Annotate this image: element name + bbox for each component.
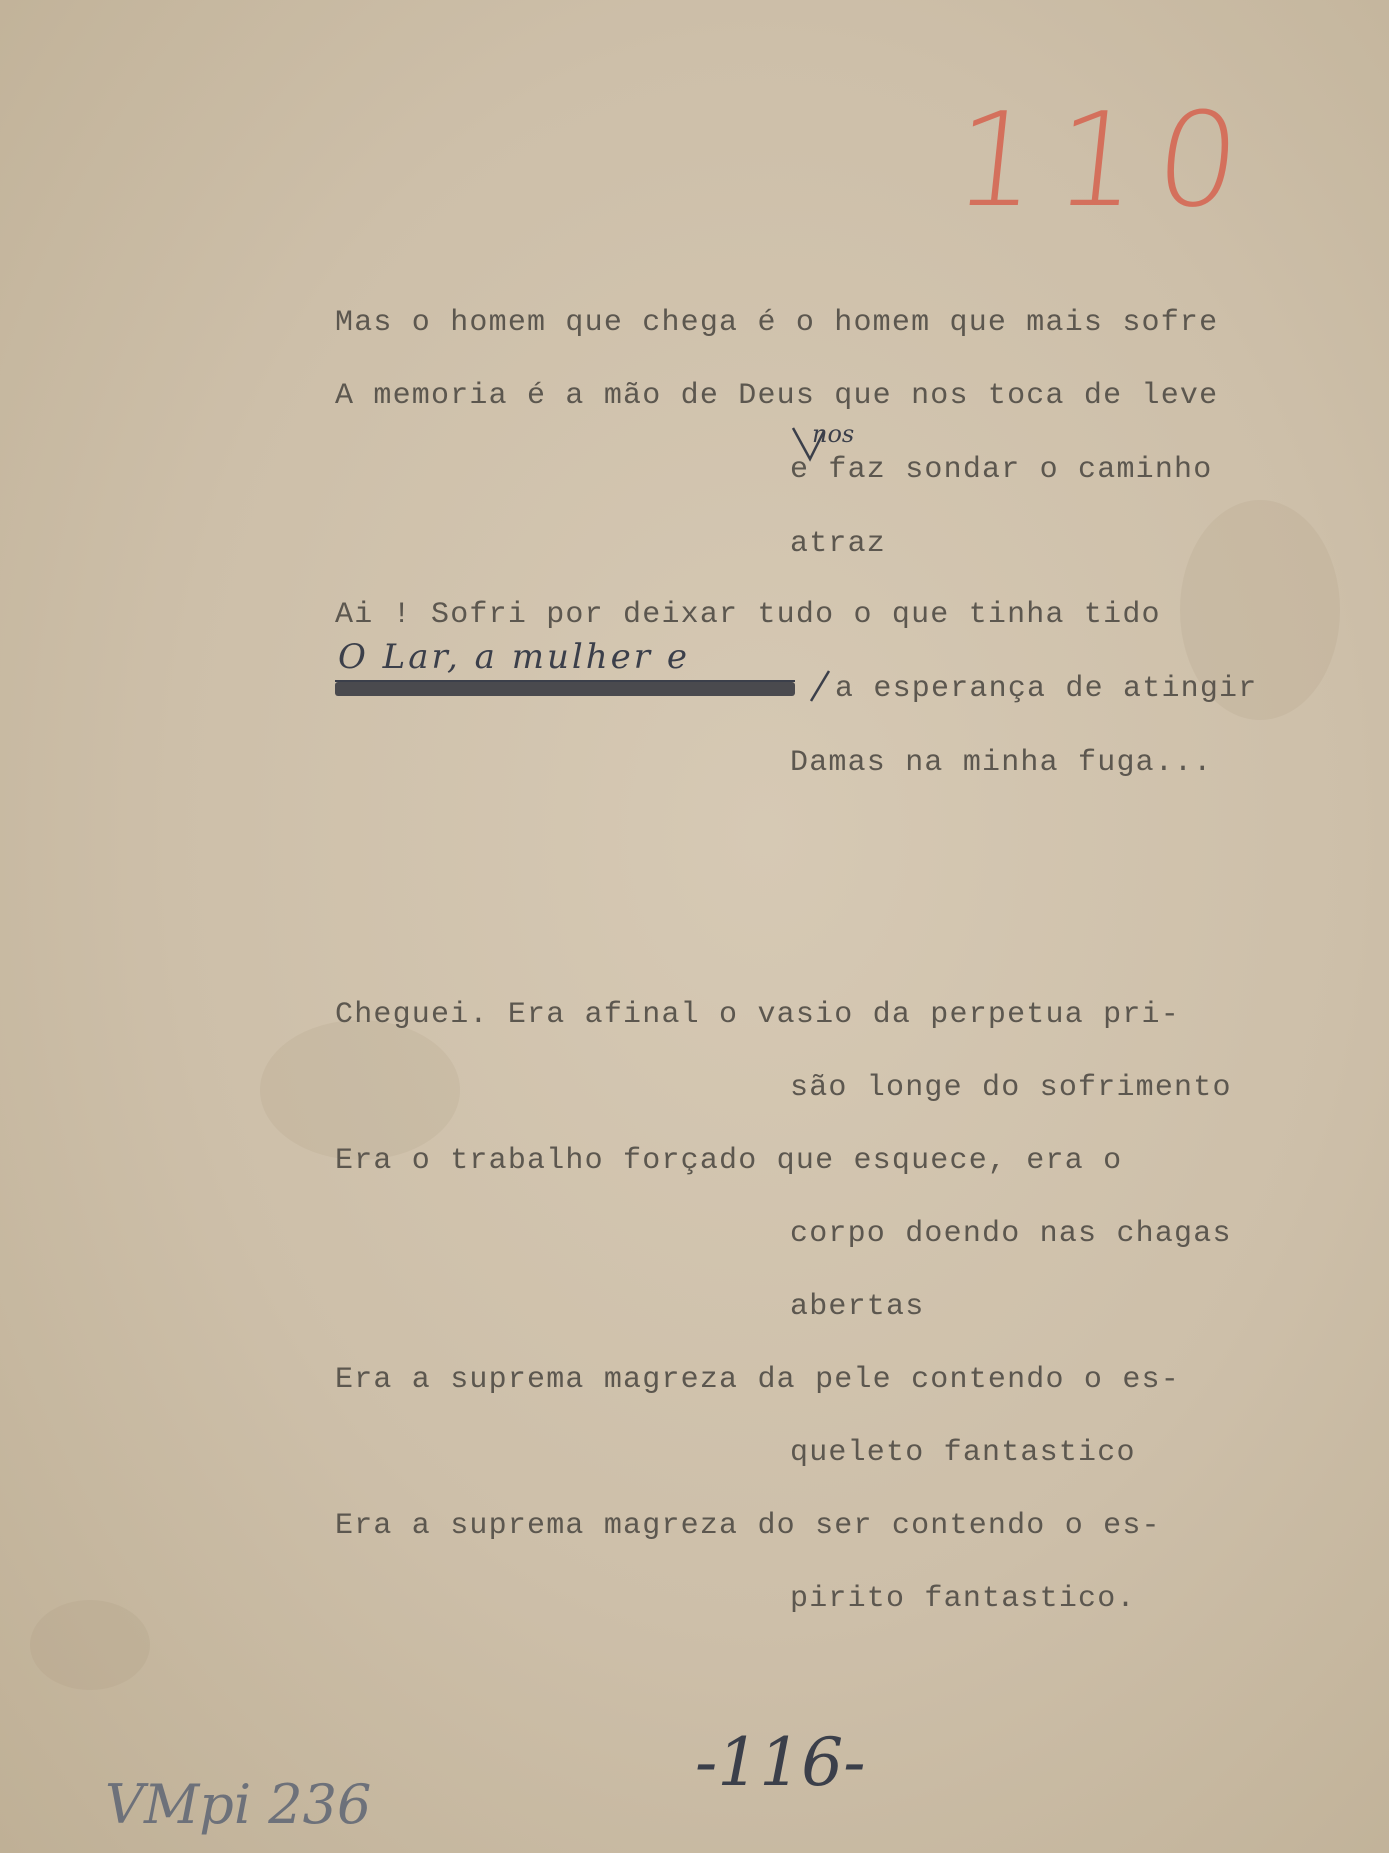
folio-number-red: 110 <box>947 84 1266 236</box>
poem-line: Ai ! Sofri por deixar tudo o que tinha tido <box>335 598 1161 632</box>
slash-mark-icon <box>805 668 835 704</box>
handwritten-insertion: nos <box>812 420 855 448</box>
poem-line: A memoria é a mão de Deus que nos toca de leve <box>335 379 1219 413</box>
paper-stain <box>30 1600 150 1690</box>
strikethrough-bar <box>335 682 795 696</box>
archive-code: VMpi 236 <box>105 1773 372 1836</box>
poem-line: pirito fantastico. <box>790 1582 1136 1616</box>
poem-line: corpo doendo nas chagas <box>790 1217 1232 1251</box>
page-number: -116- <box>695 1724 866 1801</box>
poem-line: a esperança de atingir <box>835 672 1258 706</box>
poem-line: Era a suprema magreza da pele contendo o es- <box>335 1363 1180 1397</box>
handwritten-replacement: O Lar, a mulher e <box>338 637 690 677</box>
poem-line: Era o trabalho forçado que esquece, era o <box>335 1144 1123 1178</box>
paper-stain <box>260 1020 460 1160</box>
poem-line: queleto fantastico <box>790 1436 1136 1470</box>
poem-line: e faz sondar o caminho <box>790 453 1213 487</box>
poem-line: Mas o homem que chega é o homem que mais sofre <box>335 306 1219 340</box>
poem-line: são longe do sofrimento <box>790 1071 1232 1105</box>
poem-line: abertas <box>790 1290 925 1324</box>
poem-line: Era a suprema magreza do ser contendo o es- <box>335 1509 1161 1543</box>
poem-line: atraz <box>790 527 887 561</box>
poem-line: Damas na minha fuga... <box>790 746 1213 780</box>
poem-line: Cheguei. Era afinal o vasio da perpetua pri- <box>335 998 1180 1032</box>
